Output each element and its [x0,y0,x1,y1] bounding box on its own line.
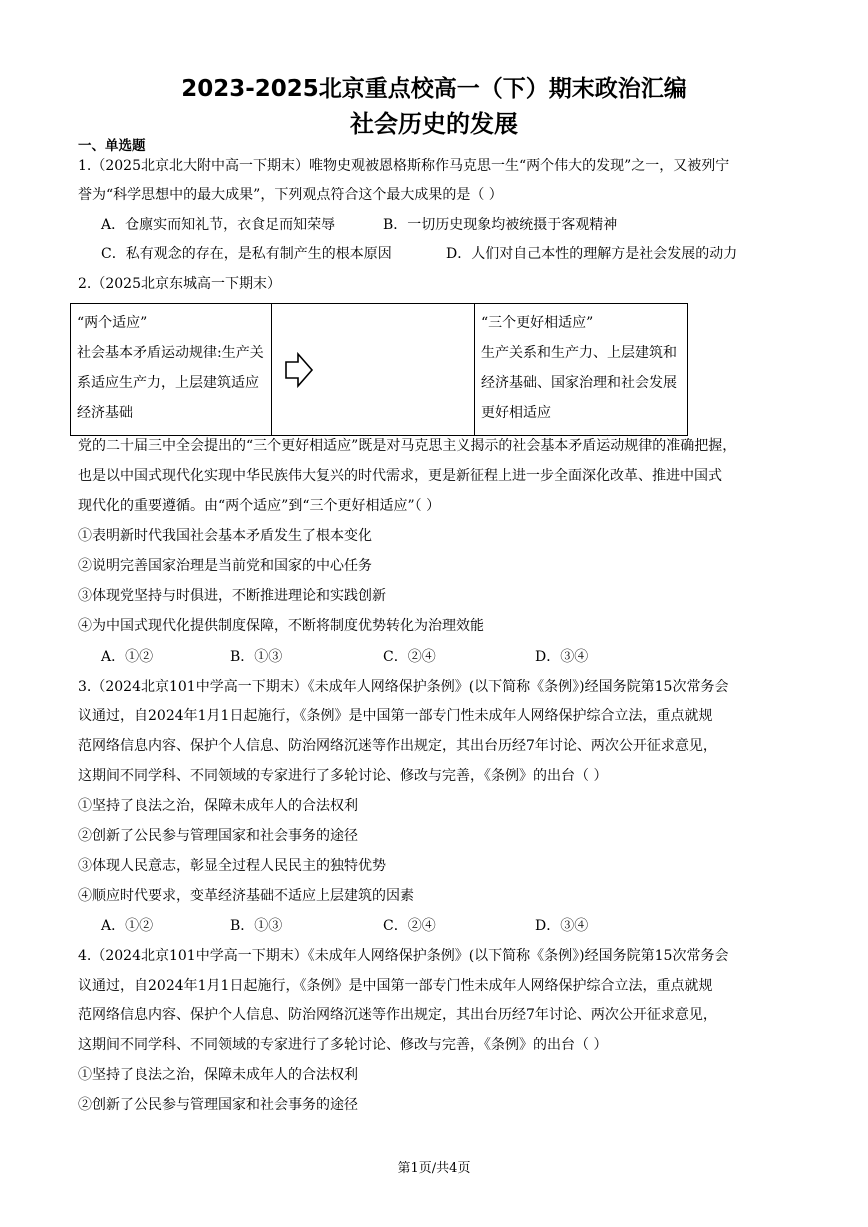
q3-stem-line4: 这期间不同学科、不同领域的专家进行了多轮讨论、修改与完善，《条例》的出台（ ） [78,768,608,784]
q3-stem-line1: 3.（2024北京101中学高一下期末）《未成年人网络保护条例》(以下简称《条例》)经国务院第15次常务会 [78,679,729,695]
q4-statement-1: ①坚持了良法之治，保障未成年人的合法权利 [78,1067,358,1083]
q2-option-c: C．②④ [383,649,436,665]
q3-option-d: D．③④ [535,918,589,934]
q2-statement-1: ①表明新时代我国社会基本矛盾发生了根本变化 [78,528,372,544]
q4-stem-line4: 这期间不同学科、不同领域的专家进行了多轮讨论、修改与完善，《条例》的出台（ ） [78,1037,608,1053]
q1-option-b: B．一切历史现象均被统摄于客观精神 [383,217,618,233]
q1-option-c: C．私有观念的存在，是私有制产生的根本原因 [101,246,392,262]
q2-option-d: D．③④ [535,649,589,665]
q1-stem-line2: 誉为“科学思想中的最大成果”，下列观点符合这个最大成果的是（ ） [78,187,503,203]
q3-stem-line2: 议通过，自2024年1月1日起施行，《条例》是中国第一部专门性未成年人网络保护综合立法，重点就规 [78,708,713,724]
q2-stem-line3: 现代化的重要遵循。由“两个适应”到“三个更好相适应”（ ） [78,498,441,514]
q2-option-a: A．①② [101,649,154,665]
q2-box-left-title: “两个适应” [77,315,148,331]
q2-box-right-title: “三个更好相适应” [481,315,594,331]
q2-stem-line2: 也是以中国式现代化实现中华民族伟大复兴的时代需求，更是新征程上进一步全面深化改革、推进中国式 [78,468,722,484]
q3-option-b: B．①③ [230,918,283,934]
q3-statement-4: ④顺应时代要求，变革经济基础不适应上层建筑的因素 [78,888,414,904]
q2-comparison-box [70,303,688,436]
q2-statement-4: ④为中国式现代化提供制度保障，不断将制度优势转化为治理效能 [78,618,484,634]
q2-option-b: B．①③ [230,649,283,665]
q1-option-d: D．人们对自己本性的理解方是社会发展的动力 [446,246,738,262]
q3-statement-1: ①坚持了良法之治，保障未成年人的合法权利 [78,798,358,814]
q2-box-right [475,304,688,436]
q2-stem-line1: 党的二十届三中全会提出的“三个更好相适应”既是对马克思主义揭示的社会基本矛盾运动规律的准确把握， [78,438,737,454]
q3-statement-3: ③体现人民意志，彰显全过程人民民主的独特优势 [78,858,386,874]
q2-box-middle [272,304,475,436]
right-arrow-icon [284,351,314,389]
document-title: 2023-2025北京重点校高一（下）期末政治汇编 [181,76,687,102]
q2-box-left-body: 社会基本矛盾运动规律:生产关系适应生产力，上层建筑适应经济基础 [77,345,264,421]
q2-box-right-body: 生产关系和生产力、上层建筑和经济基础、国家治理和社会发展更好相适应 [481,345,677,421]
q2-header: 2.（2025北京东城高一下期末） [78,276,281,292]
q3-stem-line3: 范网络信息内容、保护个人信息、防治网络沉迷等作出规定，其出台历经7年讨论、两次公开征求意见， [78,738,717,754]
q3-option-a: A．①② [101,918,154,934]
q3-statement-2: ②创新了公民参与管理国家和社会事务的途径 [78,828,358,844]
q4-stem-line2: 议通过，自2024年1月1日起施行，《条例》是中国第一部专门性未成年人网络保护综合立法，重点就规 [78,978,713,994]
q4-statement-2: ②创新了公民参与管理国家和社会事务的途径 [78,1097,358,1113]
section-heading: 一、单选题 [78,138,146,154]
q1-stem-line1: 1.（2025北京北大附中高一下期末）唯物史观被恩格斯称作马克思一生“两个伟大的发现”之一，又被列宁 [78,158,730,174]
document-subtitle: 社会历史的发展 [350,110,518,138]
q2-statement-2: ②说明完善国家治理是当前党和国家的中心任务 [78,558,372,574]
q3-option-c: C．②④ [383,918,436,934]
q4-stem-line1: 4.（2024北京101中学高一下期末）《未成年人网络保护条例》(以下简称《条例》)经国务院第15次常务会 [78,948,729,964]
q2-box-left [71,304,272,436]
q2-statement-3: ③体现党坚持与时俱进，不断推进理论和实践创新 [78,588,386,604]
q1-option-a: A．仓廪实而知礼节，衣食足而知荣辱 [101,217,336,233]
page-footer: 第1页/共4页 [397,1161,471,1176]
q4-stem-line3: 范网络信息内容、保护个人信息、防治网络沉迷等作出规定，其出台历经7年讨论、两次公开征求意见， [78,1007,717,1023]
